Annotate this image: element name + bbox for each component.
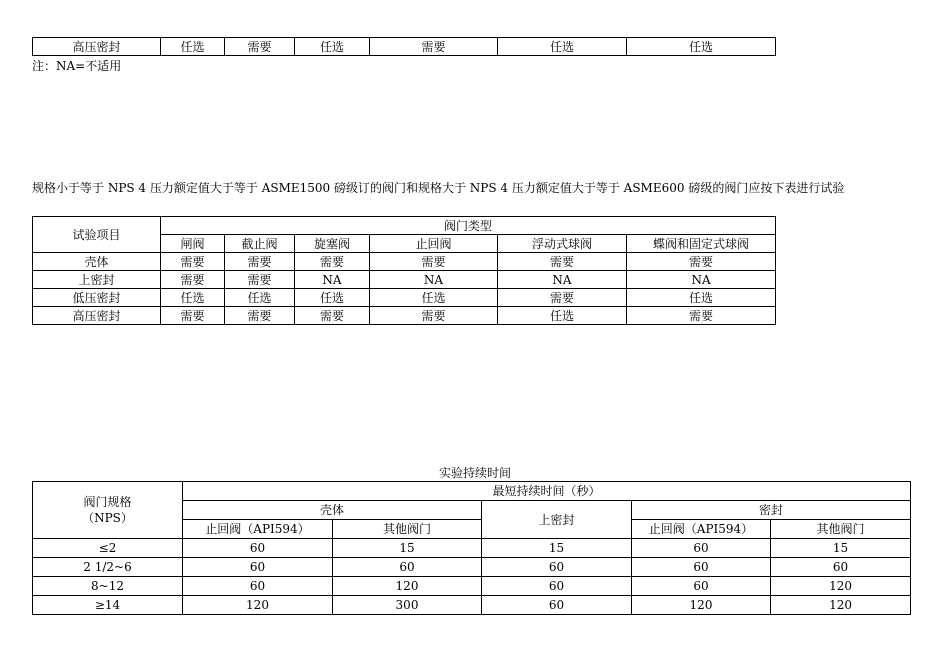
table-row	[33, 271, 776, 289]
size-header-line1: 阀门规格	[83, 495, 132, 509]
table-cell: 任选	[161, 38, 225, 56]
table-cell: 15	[771, 539, 911, 558]
table-cell: 60	[482, 577, 632, 596]
row-label: ≥14	[33, 596, 183, 615]
table-cell: 需要	[161, 307, 225, 325]
row-label: ≤2	[33, 539, 183, 558]
header-row	[33, 217, 776, 235]
table-cell: 任选	[295, 38, 370, 56]
table-row	[33, 558, 911, 577]
table-cell: 任选	[161, 289, 225, 307]
table-cell: 60	[482, 558, 632, 577]
row-label: 低压密封	[33, 289, 161, 307]
table-cell: 60	[183, 539, 333, 558]
row-label: 高压密封	[33, 38, 161, 56]
table-cell: 60	[632, 539, 771, 558]
table-cell: 120	[333, 577, 482, 596]
table-cell: NA	[370, 271, 498, 289]
table-cell: 任选	[370, 289, 498, 307]
table-cell: 需要	[498, 253, 627, 271]
table-cell: NA	[627, 271, 776, 289]
table-cell: 15	[482, 539, 632, 558]
duration-table-title: 实验持续时间	[438, 466, 511, 480]
table-cell: 60	[632, 577, 771, 596]
table-cell: 120	[771, 577, 911, 596]
table-cell: 任选	[498, 38, 627, 56]
table-cell: 300	[333, 596, 482, 615]
column-header: 蝶阀和固定式球阀	[627, 235, 776, 253]
table-cell: 120	[183, 596, 333, 615]
paragraph-text: 规格小于等于 NPS 4 压力额定值大于等于 ASME1500 磅级订的阀门和规格大于 NPS 4 压力额定值大于等于 ASME600 磅级的阀门应按下表进行试验	[32, 181, 845, 195]
seal-header: 密封	[632, 501, 911, 520]
table-cell: 15	[333, 539, 482, 558]
table-cell: 需要	[498, 289, 627, 307]
note-text: 注：NA=不适用	[32, 59, 122, 73]
table-cell: 60	[482, 596, 632, 615]
table-cell: 任选	[627, 38, 776, 56]
column-header: 旋塞阀	[295, 235, 370, 253]
table-cell: 60	[183, 558, 333, 577]
table-cell: 需要	[161, 271, 225, 289]
table-cell: 需要	[225, 307, 295, 325]
table-cell: 需要	[370, 253, 498, 271]
table-cell: 需要	[627, 307, 776, 325]
table-cell: 需要	[225, 271, 295, 289]
test-items-table	[32, 216, 776, 325]
table-row	[33, 596, 911, 615]
table-cell: 60	[333, 558, 482, 577]
table-cell: 需要	[225, 38, 295, 56]
column-header: 闸阀	[161, 235, 225, 253]
row-label: 2 1/2~6	[33, 558, 183, 577]
header-row	[33, 482, 911, 501]
table-cell: 需要	[161, 253, 225, 271]
size-header	[33, 482, 183, 539]
table-cell: 需要	[225, 253, 295, 271]
table-row	[33, 289, 776, 307]
column-header: 其他阀门	[771, 520, 911, 539]
column-header: 止回阀（API594）	[632, 520, 771, 539]
table-cell: 需要	[295, 307, 370, 325]
table-cell: 需要	[295, 253, 370, 271]
column-header: 浮动式球阀	[498, 235, 627, 253]
table-row	[33, 307, 776, 325]
duration-header: 最短持续时间（秒）	[183, 482, 911, 501]
size-header-line2: （NPS）	[82, 511, 133, 525]
row-label: 壳体	[33, 253, 161, 271]
table-cell: 任选	[225, 289, 295, 307]
table-row	[33, 38, 776, 56]
table-cell: 任选	[498, 307, 627, 325]
shell-header: 壳体	[183, 501, 482, 520]
row-label: 上密封	[33, 271, 161, 289]
group-header: 阀门类型	[161, 217, 776, 235]
backseat-header: 上密封	[482, 501, 632, 539]
column-header: 截止阀	[225, 235, 295, 253]
table-cell: NA	[295, 271, 370, 289]
table-cell: 需要	[627, 253, 776, 271]
column-header: 止回阀	[370, 235, 498, 253]
duration-table	[32, 481, 911, 615]
table-cell: 60	[632, 558, 771, 577]
column-header: 止回阀（API594）	[183, 520, 333, 539]
table-row	[33, 539, 911, 558]
table-row	[33, 577, 911, 596]
table-cell: 120	[771, 596, 911, 615]
top-table	[32, 37, 776, 56]
item-header: 试验项目	[33, 217, 161, 253]
table-cell: NA	[498, 271, 627, 289]
row-label: 8~12	[33, 577, 183, 596]
table-cell: 120	[632, 596, 771, 615]
column-header: 其他阀门	[333, 520, 482, 539]
table-cell: 需要	[370, 38, 498, 56]
table-cell: 60	[771, 558, 911, 577]
table-cell: 任选	[295, 289, 370, 307]
table-cell: 60	[183, 577, 333, 596]
row-label: 高压密封	[33, 307, 161, 325]
table-cell: 需要	[370, 307, 498, 325]
table-cell: 任选	[627, 289, 776, 307]
table-row	[33, 253, 776, 271]
